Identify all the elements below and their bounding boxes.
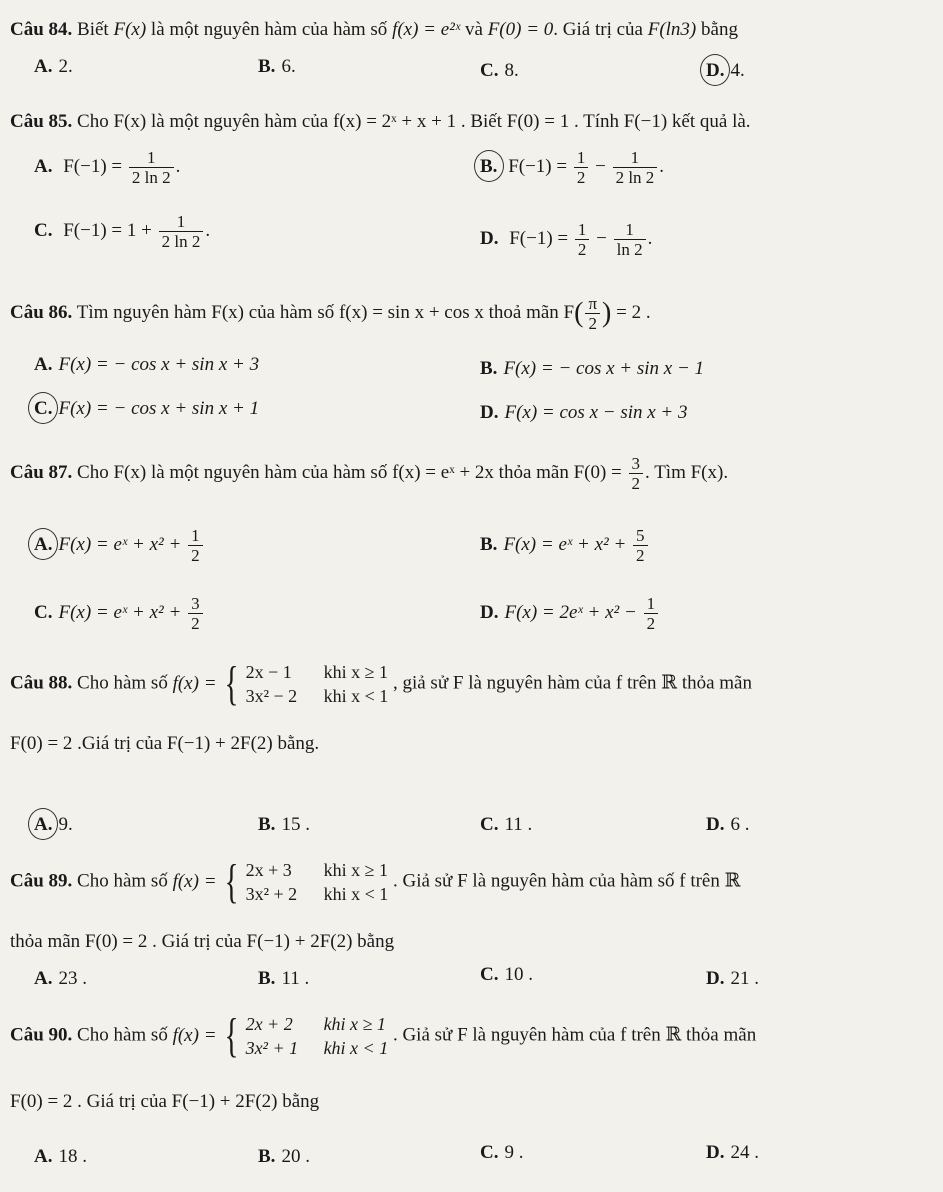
question-89: Câu 89. Cho hàm số f(x) = { 2x + 3 khi x ≥ 1 3x² + 2 khi x < 1 . Giả sử F là nguyên hàm của hàm số f trên ℝ — [10, 855, 741, 908]
fraction: $\frac{1}{2 \ln 2}$ — [159, 212, 204, 251]
option-a[interactable]: A. F(x) = eˣ + x² + $\frac{1}{2}$ — [34, 526, 205, 565]
option-d[interactable]: D. 6 . — [706, 814, 750, 835]
option-b[interactable]: B. 20 . — [258, 1146, 310, 1167]
piecewise-function: f(x) = { 2x + 3 khi x ≥ 1 3x² + 2 khi x < 1 — [172, 855, 389, 908]
fraction: $\frac{1}{2}$ — [644, 594, 659, 633]
option-d[interactable]: D. F(x) = cos x − sin x + 3 — [480, 402, 688, 423]
fraction: $\frac{1}{2}$ — [574, 148, 589, 187]
question-90-continued: F(0) = 2 . Giá trị của F(−1) + 2F(2) bằng — [10, 1091, 320, 1112]
option-b[interactable]: B. F(x) = − cos x + sin x − 1 — [480, 358, 705, 379]
question-text: Tìm nguyên hàm F(x) của hàm số f(x) = sin x + cos x thoả mãn F( $\frac{\pi}{2}$ ) = 2 . — [76, 294, 651, 333]
option-b[interactable]: B. 11 . — [258, 968, 310, 989]
fraction: $\frac{\pi}{2}$ — [585, 294, 600, 333]
question-label: Câu 87. — [10, 461, 73, 483]
option-a[interactable]: A. F(−1) = $\frac{1}{2 \ln 2}$ . — [34, 148, 181, 187]
fraction: $\frac{3}{2}$ — [629, 454, 644, 493]
option-d[interactable]: D. F(x) = 2eˣ + x² − $\frac{1}{2}$ — [480, 594, 660, 633]
option-d[interactable]: D. F(−1) = $\frac{1}{2}$ − $\frac{1}{\ln 2}$ . — [480, 220, 653, 259]
question-label: Câu 86. — [10, 301, 73, 323]
option-b[interactable]: B. 6. — [258, 56, 296, 77]
question-label: Câu 88. — [10, 672, 73, 694]
piecewise-function: f(x) = { 2x − 1 khi x ≥ 1 3x² − 2 khi x < 1 — [172, 657, 389, 710]
option-a[interactable]: A. F(x) = − cos x + sin x + 3 — [34, 354, 260, 375]
option-d[interactable]: D. 21 . — [706, 968, 759, 989]
question-88-continued: F(0) = 2 .Giá trị của F(−1) + 2F(2) bằng. — [10, 733, 320, 754]
piecewise-function: f(x) = { 2x + 2 khi x ≥ 1 3x² + 1 khi x < 1 — [172, 1009, 389, 1062]
question-text: Biết F(x) là một nguyên hàm của hàm số f(x) = e²ˣ và F(0) = 0. Giá trị của F(ln3) bằng — [77, 19, 738, 40]
question-86 — [10, 294, 930, 333]
option-a[interactable]: A. 23 . — [34, 968, 87, 989]
option-c[interactable]: C. F(−1) = 1 + $\frac{1}{2 \ln 2}$ . — [34, 212, 211, 251]
option-b[interactable]: B. 15 . — [258, 814, 310, 835]
question-label: Câu 89. — [10, 870, 73, 892]
question-87 — [10, 454, 930, 493]
option-c[interactable]: C. 9 . — [480, 1142, 524, 1163]
option-b[interactable]: B. F(−1) = $\frac{1}{2}$ − $\frac{1}{2 \ln 2}$ . — [480, 148, 665, 187]
fraction: $\frac{5}{2}$ — [633, 526, 648, 565]
question-label: Câu 84. — [10, 19, 73, 40]
fraction: $\frac{1}{2 \ln 2}$ — [129, 148, 174, 187]
option-c[interactable]: C. 10 . — [480, 964, 533, 985]
question-90: Câu 90. Cho hàm số f(x) = { 2x + 2 khi x ≥ 1 3x² + 1 khi x < 1 . Giả sử F là nguyên hàm của f trên ℝ thỏa mãn — [10, 1009, 757, 1062]
fraction: $\frac{1}{\ln 2}$ — [614, 220, 646, 259]
option-c[interactable]: C. 11 . — [480, 814, 533, 835]
fraction: $\frac{1}{2}$ — [575, 220, 590, 259]
question-text: Cho F(x) là một nguyên hàm của f(x) = 2ˣ + x + 1 . Biết F(0) = 1 . Tính F(−1) kết quả là. — [77, 111, 751, 132]
fraction: $\frac{1}{2 \ln 2}$ — [613, 148, 658, 187]
option-a[interactable]: A. 9. — [34, 814, 73, 835]
question-text: Cho F(x) là một nguyên hàm của hàm số f(x) = eˣ + 2x thỏa mãn F(0) = $\frac{3}{2}$ . Tìm F(x). — [77, 454, 729, 493]
option-d[interactable]: D. 4. — [706, 60, 745, 81]
question-84 — [10, 18, 930, 42]
question-88: Câu 88. Cho hàm số f(x) = { 2x − 1 khi x ≥ 1 3x² − 2 khi x < 1 , giả sử F là nguyên hàm của f trên ℝ thỏa mãn — [10, 657, 752, 710]
question-85 — [10, 110, 930, 134]
question-label: Câu 85. — [10, 111, 73, 132]
question-89-continued: thỏa mãn F(0) = 2 . Giá trị của F(−1) + 2F(2) bằng — [10, 931, 395, 952]
option-c[interactable]: C. 8. — [480, 60, 519, 81]
option-a[interactable]: A. 18 . — [34, 1146, 87, 1167]
question-label: Câu 90. — [10, 1024, 73, 1046]
option-c[interactable]: C. F(x) = − cos x + sin x + 1 — [34, 398, 260, 419]
option-b[interactable]: B. F(x) = eˣ + x² + $\frac{5}{2}$ — [480, 526, 650, 565]
fraction: $\frac{3}{2}$ — [188, 594, 203, 633]
fraction: $\frac{1}{2}$ — [188, 526, 203, 565]
option-c[interactable]: C. F(x) = eˣ + x² + $\frac{3}{2}$ — [34, 594, 205, 633]
option-d[interactable]: D. 24 . — [706, 1142, 759, 1163]
option-a[interactable]: A. 2. — [34, 56, 73, 77]
